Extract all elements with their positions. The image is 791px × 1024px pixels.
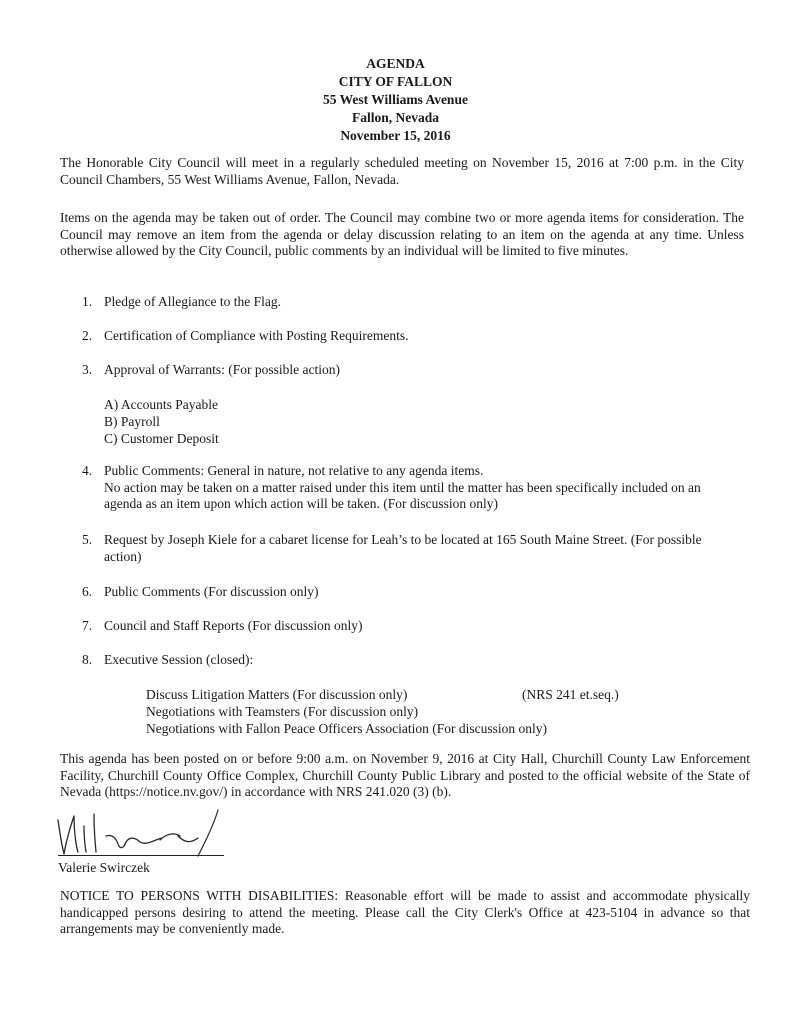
exec-peace-officers: Negotiations with Fallon Peace Officers Association (For discussion only) (146, 721, 547, 736)
warrant-accounts-payable: A) Accounts Payable (104, 397, 218, 412)
item-number: 6. (82, 584, 93, 599)
warrant-payroll: B) Payroll (104, 414, 160, 429)
agenda-item-4 (82, 463, 722, 513)
warrant-customer-deposit: C) Customer Deposit (104, 431, 219, 446)
header-city: CITY OF FALLON (338, 74, 453, 89)
intro-paragraph: The Honorable City Council will meet in a regularly scheduled meeting on November 15, 2016 at 7:00 p.m. in the City Council Chambers, 55 West Williams Avenue, Fallon, Nevada. (60, 155, 744, 187)
agenda-item-8 (82, 652, 722, 669)
header-date: November 15, 2016 (340, 128, 451, 143)
item-text: Approval of Warrants: (For possible action) (104, 362, 340, 377)
signature-image (50, 806, 240, 862)
exec-litigation: Discuss Litigation Matters (For discussion only) (146, 687, 408, 702)
item-number: 4. (82, 463, 93, 478)
agenda-item-5 (82, 532, 722, 565)
item-text: Pledge of Allegiance to the Flag. (104, 294, 281, 309)
disability-notice: NOTICE TO PERSONS WITH DISABILITIES: Reasonable effort will be made to assist and accommodate physically handicapped persons desiring to attend the meeting. Please call the City Clerk's Office at 423-5104 in advance so that arrangements may be conveniently made. (60, 888, 750, 936)
header-location: Fallon, Nevada (351, 110, 439, 125)
header-address: 55 West Williams Avenue (323, 92, 468, 107)
item-text-detail: No action may be taken on a matter raised under this item until the matter has been specifically included on an agenda as an item upon which action will be taken. (For discussion only) (104, 479, 701, 511)
rules-paragraph: Items on the agenda may be taken out of order. The Council may combine two or more agenda items for consideration. The Council may remove an item from the agenda or delay discussion relating to an item on the agenda at any time. Unless otherwise allowed by the City Council, public comments by an individual will be limited to five minutes. (60, 210, 744, 258)
header-title: AGENDA (366, 56, 425, 71)
item-number: 1. (82, 294, 93, 309)
signature-line (58, 855, 224, 856)
posting-paragraph: This agenda has been posted on or before 9:00 a.m. on November 9, 2016 at City Hall, Churchill County Law Enforcement Facility, Churchill County Office Complex, Churchill County Public Library and posted to the official website of the State of Nevada (https://notice.nv.gov/) in accordance with NRS 241.020 (3) (b). (60, 751, 750, 799)
exec-teamsters: Negotiations with Teamsters (For discussion only) (146, 704, 419, 719)
agenda-item-3 (82, 362, 722, 379)
item-text: Executive Session (closed): (104, 652, 254, 667)
item-text: Public Comments: General in nature, not relative to any agenda items. (104, 463, 484, 478)
item-number: 5. (82, 532, 93, 547)
agenda-item-6 (82, 584, 722, 601)
item-number: 2. (82, 328, 93, 343)
agenda-header (0, 55, 791, 145)
exec-nrs-reference: (NRS 241 et.seq.) (522, 687, 619, 702)
item-text: Public Comments (For discussion only) (104, 584, 319, 599)
item-text: Certification of Compliance with Posting Requirements. (104, 328, 409, 343)
item-text: Council and Staff Reports (For discussion only) (104, 618, 363, 633)
item-number: 7. (82, 618, 93, 633)
agenda-item-7 (82, 618, 722, 635)
item-text: Request by Joseph Kiele for a cabaret license for Leah’s to be located at 165 South Maine Street. (For possible action) (104, 532, 702, 564)
handwritten-signature-icon (50, 806, 240, 862)
signer-name: Valerie Swirczek (58, 860, 150, 875)
item-number: 8. (82, 652, 93, 667)
agenda-item-2 (82, 328, 722, 345)
item-number: 3. (82, 362, 93, 377)
agenda-item-1 (82, 294, 722, 311)
